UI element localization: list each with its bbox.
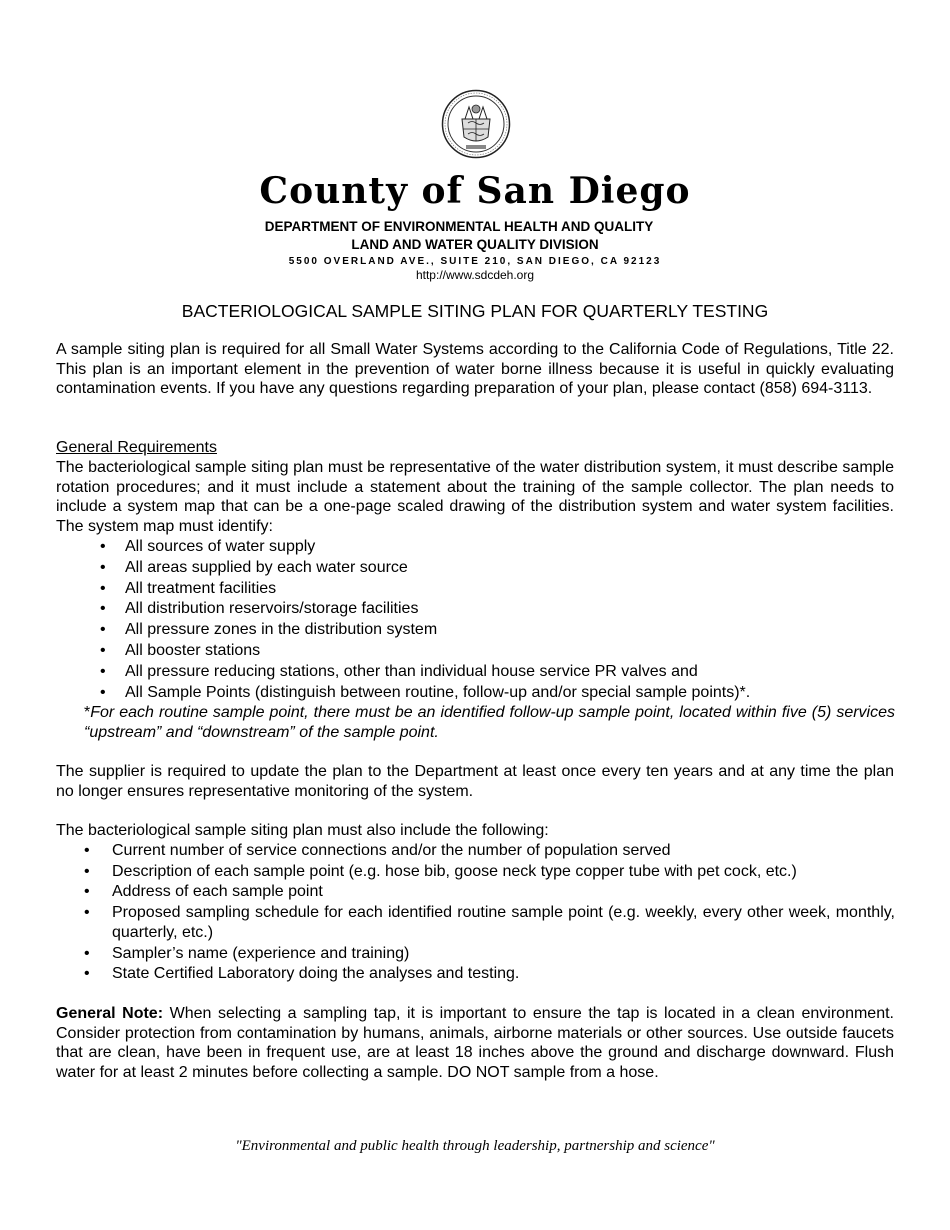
list-item: • All sources of water supply <box>100 537 900 558</box>
list-item: • Address of each sample point <box>84 882 895 903</box>
county-name-logo: County of San Diego <box>259 170 691 212</box>
also-include-intro: The bacteriological sample siting plan must also include the following: <box>56 822 549 839</box>
general-note <box>56 1004 894 1082</box>
general-requirements-heading: General Requirements <box>56 439 217 456</box>
list-item: • All treatment facilities <box>100 579 900 600</box>
footnote-mark: * <box>84 704 91 721</box>
list-item: • Sampler’s name (experience and training) <box>84 944 895 965</box>
address: 5500 OVERLAND AVE., SUITE 210, SAN DIEGO, CA 92123 <box>288 256 662 267</box>
also-include-list <box>84 841 895 985</box>
general-requirements-body: The bacteriological sample siting plan must be representative of the water distribution system, it must describe sample rotation procedures; and it must include a statement about the training of the sample collector. The plan needs to include a system map that can be a one-page scaled drawing of the distribution system and water system facilities. The system map must identify: <box>56 459 894 535</box>
list-item: • Proposed sampling schedule for each identified routine sample point (e.g. weekly, every other week, monthly, quarterly, etc.) <box>84 903 895 944</box>
division-name: LAND AND WATER QUALITY DIVISION <box>351 237 599 252</box>
general-note-label: General Note: <box>56 1005 164 1022</box>
motto: "Environmental and public health through leadership, partnership and science" <box>235 1138 715 1154</box>
document-title: BACTERIOLOGICAL SAMPLE SITING PLAN FOR QUARTERLY TESTING <box>181 301 769 321</box>
website-url: http://www.sdcdeh.org <box>415 268 535 282</box>
footnote <box>84 703 895 742</box>
intro-paragraph: A sample siting plan is required for all Small Water Systems according to the California Code of Regulations, Title 22. This plan is an important element in the prevention of water borne illness because it is useful in quickly evaluating contamination events. If you have any questions regarding preparation of your plan, please contact (858) 694-3113. <box>56 341 894 397</box>
system-map-list <box>100 537 900 703</box>
department-name: DEPARTMENT OF ENVIRONMENTAL HEALTH AND QUALITY <box>264 219 654 234</box>
list-item: • All areas supplied by each water source <box>100 558 900 579</box>
list-item: • All pressure reducing stations, other than individual house service PR valves and <box>100 662 900 683</box>
general-note-text: When selecting a sampling tap, it is important to ensure the tap is located in a clean environment. Consider protection from contamination by humans, animals, airborne materials or other sources. Use outside faucets that are clean, have been in frequent use, are at least 18 inches above the ground and discharge downward. Flush water for at least 2 minutes before collecting a sample. DO NOT sample from a hose. <box>56 1005 894 1081</box>
update-paragraph: The supplier is required to update the plan to the Department at least once every ten years and at any time the plan no longer ensures representative monitoring of the system. <box>56 763 894 800</box>
list-item: • Description of each sample point (e.g. hose bib, goose neck type copper tube with pet cock, etc.) <box>84 862 895 883</box>
list-item: • All Sample Points (distinguish between routine, follow-up and/or special sample points)*. <box>100 683 900 704</box>
list-item: • All booster stations <box>100 641 900 662</box>
list-item: • State Certified Laboratory doing the analyses and testing. <box>84 964 895 985</box>
list-item: • Current number of service connections and/or the number of population served <box>84 841 895 862</box>
footnote-text: For each routine sample point, there must be an identified follow-up sample point, located within five (5) services “upstream” and “downstream” of the sample point. <box>84 704 895 741</box>
list-item: • All distribution reservoirs/storage facilities <box>100 599 900 620</box>
list-item: • All pressure zones in the distribution system <box>100 620 900 641</box>
county-seal-icon <box>441 89 511 159</box>
